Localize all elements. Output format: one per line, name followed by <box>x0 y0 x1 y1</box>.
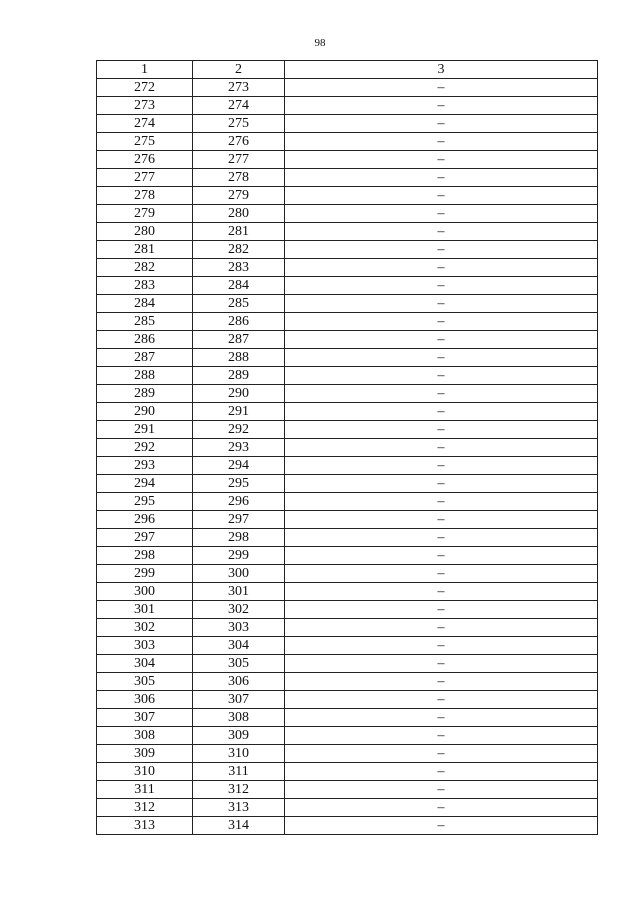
table-cell-col-1: 280 <box>97 223 193 241</box>
table-cell-col-2: 275 <box>193 115 285 133</box>
table-cell-col-3: – <box>285 385 598 403</box>
table-cell-col-3: – <box>285 295 598 313</box>
table-row <box>97 223 598 241</box>
table-cell-col-1: 277 <box>97 169 193 187</box>
table-cell-col-2: 289 <box>193 367 285 385</box>
table-row <box>97 439 598 457</box>
table-cell-col-3: – <box>285 547 598 565</box>
table-cell-col-2: 279 <box>193 187 285 205</box>
table-cell-col-3: – <box>285 259 598 277</box>
table-row <box>97 709 598 727</box>
table-cell-col-2: 284 <box>193 277 285 295</box>
table-cell-col-1: 287 <box>97 349 193 367</box>
table-cell-col-1: 274 <box>97 115 193 133</box>
table-cell-col-2: 277 <box>193 151 285 169</box>
table-row <box>97 349 598 367</box>
table-row <box>97 313 598 331</box>
table-row <box>97 133 598 151</box>
table-row <box>97 205 598 223</box>
table-cell-col-2: 287 <box>193 331 285 349</box>
table-cell-col-3: – <box>285 745 598 763</box>
table-cell-col-3: – <box>285 529 598 547</box>
table-row <box>97 565 598 583</box>
table-row <box>97 367 598 385</box>
table-cell-col-2: 301 <box>193 583 285 601</box>
table-row <box>97 187 598 205</box>
table-cell-col-3: – <box>285 133 598 151</box>
table-cell-col-1: 296 <box>97 511 193 529</box>
table-cell-col-2: 298 <box>193 529 285 547</box>
table-row <box>97 529 598 547</box>
table-cell-col-1: 305 <box>97 673 193 691</box>
table-cell-col-2: 305 <box>193 655 285 673</box>
table-row <box>97 511 598 529</box>
table-cell-col-3: – <box>285 565 598 583</box>
table-cell-col-3: – <box>285 115 598 133</box>
table-cell-col-3: – <box>285 349 598 367</box>
table-cell-col-3: – <box>285 781 598 799</box>
table-cell-col-3: – <box>285 205 598 223</box>
table-cell-col-1: 312 <box>97 799 193 817</box>
table-cell-col-1: 282 <box>97 259 193 277</box>
table-cell-col-2: 283 <box>193 259 285 277</box>
column-header-2: 2 <box>193 61 285 79</box>
table-cell-col-1: 278 <box>97 187 193 205</box>
table-row <box>97 457 598 475</box>
table-cell-col-1: 300 <box>97 583 193 601</box>
table-cell-col-1: 293 <box>97 457 193 475</box>
table-cell-col-2: 294 <box>193 457 285 475</box>
table-cell-col-3: – <box>285 799 598 817</box>
table-row <box>97 745 598 763</box>
table-cell-col-1: 289 <box>97 385 193 403</box>
table-cell-col-3: – <box>285 493 598 511</box>
table-cell-col-1: 294 <box>97 475 193 493</box>
table-cell-col-3: – <box>285 727 598 745</box>
table-cell-col-1: 307 <box>97 709 193 727</box>
table-row <box>97 799 598 817</box>
table-cell-col-1: 311 <box>97 781 193 799</box>
table-cell-col-3: – <box>285 403 598 421</box>
table-cell-col-3: – <box>285 241 598 259</box>
table-cell-col-1: 302 <box>97 619 193 637</box>
table-cell-col-2: 309 <box>193 727 285 745</box>
table-cell-col-1: 303 <box>97 637 193 655</box>
table-cell-col-1: 292 <box>97 439 193 457</box>
table-row <box>97 331 598 349</box>
table-row <box>97 151 598 169</box>
table-cell-col-3: – <box>285 169 598 187</box>
table-cell-col-1: 279 <box>97 205 193 223</box>
table-cell-col-2: 276 <box>193 133 285 151</box>
table-cell-col-2: 314 <box>193 817 285 835</box>
table-row <box>97 277 598 295</box>
table-cell-col-2: 291 <box>193 403 285 421</box>
table-cell-col-1: 309 <box>97 745 193 763</box>
table-row <box>97 817 598 835</box>
table-cell-col-2: 286 <box>193 313 285 331</box>
table-row <box>97 295 598 313</box>
table-cell-col-1: 304 <box>97 655 193 673</box>
table-cell-col-1: 276 <box>97 151 193 169</box>
table-cell-col-1: 306 <box>97 691 193 709</box>
table-cell-col-2: 282 <box>193 241 285 259</box>
table-row <box>97 655 598 673</box>
table-cell-col-3: – <box>285 151 598 169</box>
table-cell-col-2: 306 <box>193 673 285 691</box>
table-cell-col-3: – <box>285 673 598 691</box>
table-cell-col-1: 281 <box>97 241 193 259</box>
table-cell-col-2: 292 <box>193 421 285 439</box>
table-cell-col-3: – <box>285 313 598 331</box>
table-row <box>97 619 598 637</box>
table-row <box>97 97 598 115</box>
table-cell-col-2: 285 <box>193 295 285 313</box>
table-cell-col-3: – <box>285 367 598 385</box>
table-cell-col-1: 299 <box>97 565 193 583</box>
table-row <box>97 727 598 745</box>
table-cell-col-3: – <box>285 187 598 205</box>
table-cell-col-2: 308 <box>193 709 285 727</box>
table-cell-col-2: 300 <box>193 565 285 583</box>
table-cell-col-3: – <box>285 79 598 97</box>
table-cell-col-2: 312 <box>193 781 285 799</box>
table-cell-col-3: – <box>285 619 598 637</box>
table-cell-col-2: 311 <box>193 763 285 781</box>
table-cell-col-2: 288 <box>193 349 285 367</box>
table-cell-col-2: 274 <box>193 97 285 115</box>
table-cell-col-1: 291 <box>97 421 193 439</box>
table-row <box>97 259 598 277</box>
table-cell-col-2: 295 <box>193 475 285 493</box>
table-cell-col-1: 273 <box>97 97 193 115</box>
table-cell-col-1: 284 <box>97 295 193 313</box>
table-cell-col-3: – <box>285 277 598 295</box>
table-cell-col-3: – <box>285 439 598 457</box>
table-cell-col-3: – <box>285 97 598 115</box>
table-cell-col-2: 293 <box>193 439 285 457</box>
table-row <box>97 547 598 565</box>
table-cell-col-3: – <box>285 583 598 601</box>
table-cell-col-1: 283 <box>97 277 193 295</box>
table-cell-col-2: 290 <box>193 385 285 403</box>
table-cell-col-2: 299 <box>193 547 285 565</box>
table-row <box>97 781 598 799</box>
table-cell-col-3: – <box>285 475 598 493</box>
table-row <box>97 169 598 187</box>
table-body <box>97 79 598 835</box>
table-cell-col-2: 297 <box>193 511 285 529</box>
table-cell-col-3: – <box>285 331 598 349</box>
table-row <box>97 601 598 619</box>
table-cell-col-2: 313 <box>193 799 285 817</box>
table-row <box>97 691 598 709</box>
column-header-1: 1 <box>97 61 193 79</box>
table-row <box>97 241 598 259</box>
table-cell-col-3: – <box>285 223 598 241</box>
table-row <box>97 763 598 781</box>
table-cell-col-3: – <box>285 637 598 655</box>
table-row <box>97 115 598 133</box>
table-cell-col-1: 308 <box>97 727 193 745</box>
table-cell-col-3: – <box>285 457 598 475</box>
table-row <box>97 79 598 97</box>
table-cell-col-1: 295 <box>97 493 193 511</box>
table-cell-col-1: 298 <box>97 547 193 565</box>
table-cell-col-3: – <box>285 817 598 835</box>
table-cell-col-1: 290 <box>97 403 193 421</box>
table-cell-col-2: 304 <box>193 637 285 655</box>
table-cell-col-2: 307 <box>193 691 285 709</box>
table-cell-col-1: 272 <box>97 79 193 97</box>
table-row <box>97 403 598 421</box>
table-cell-col-2: 303 <box>193 619 285 637</box>
data-table <box>96 60 598 835</box>
table-cell-col-3: – <box>285 763 598 781</box>
table-cell-col-1: 288 <box>97 367 193 385</box>
table-cell-col-2: 280 <box>193 205 285 223</box>
table-cell-col-1: 310 <box>97 763 193 781</box>
table-row <box>97 637 598 655</box>
table-row <box>97 421 598 439</box>
table-cell-col-2: 281 <box>193 223 285 241</box>
table-row <box>97 583 598 601</box>
table-cell-col-1: 275 <box>97 133 193 151</box>
table-cell-col-1: 313 <box>97 817 193 835</box>
page-number: 98 <box>314 37 326 49</box>
table-row <box>97 673 598 691</box>
table-cell-col-2: 296 <box>193 493 285 511</box>
table-cell-col-1: 297 <box>97 529 193 547</box>
table-cell-col-1: 286 <box>97 331 193 349</box>
table-cell-col-3: – <box>285 691 598 709</box>
table-cell-col-2: 273 <box>193 79 285 97</box>
table-cell-col-3: – <box>285 421 598 439</box>
column-header-3: 3 <box>285 61 598 79</box>
table-cell-col-1: 301 <box>97 601 193 619</box>
table-row <box>97 493 598 511</box>
table-row <box>97 385 598 403</box>
table-cell-col-2: 310 <box>193 745 285 763</box>
table-header-row <box>97 61 598 79</box>
table-cell-col-2: 278 <box>193 169 285 187</box>
table-cell-col-2: 302 <box>193 601 285 619</box>
table-cell-col-1: 285 <box>97 313 193 331</box>
table-cell-col-3: – <box>285 601 598 619</box>
table-cell-col-3: – <box>285 709 598 727</box>
table-row <box>97 475 598 493</box>
table-cell-col-3: – <box>285 655 598 673</box>
table-cell-col-3: – <box>285 511 598 529</box>
